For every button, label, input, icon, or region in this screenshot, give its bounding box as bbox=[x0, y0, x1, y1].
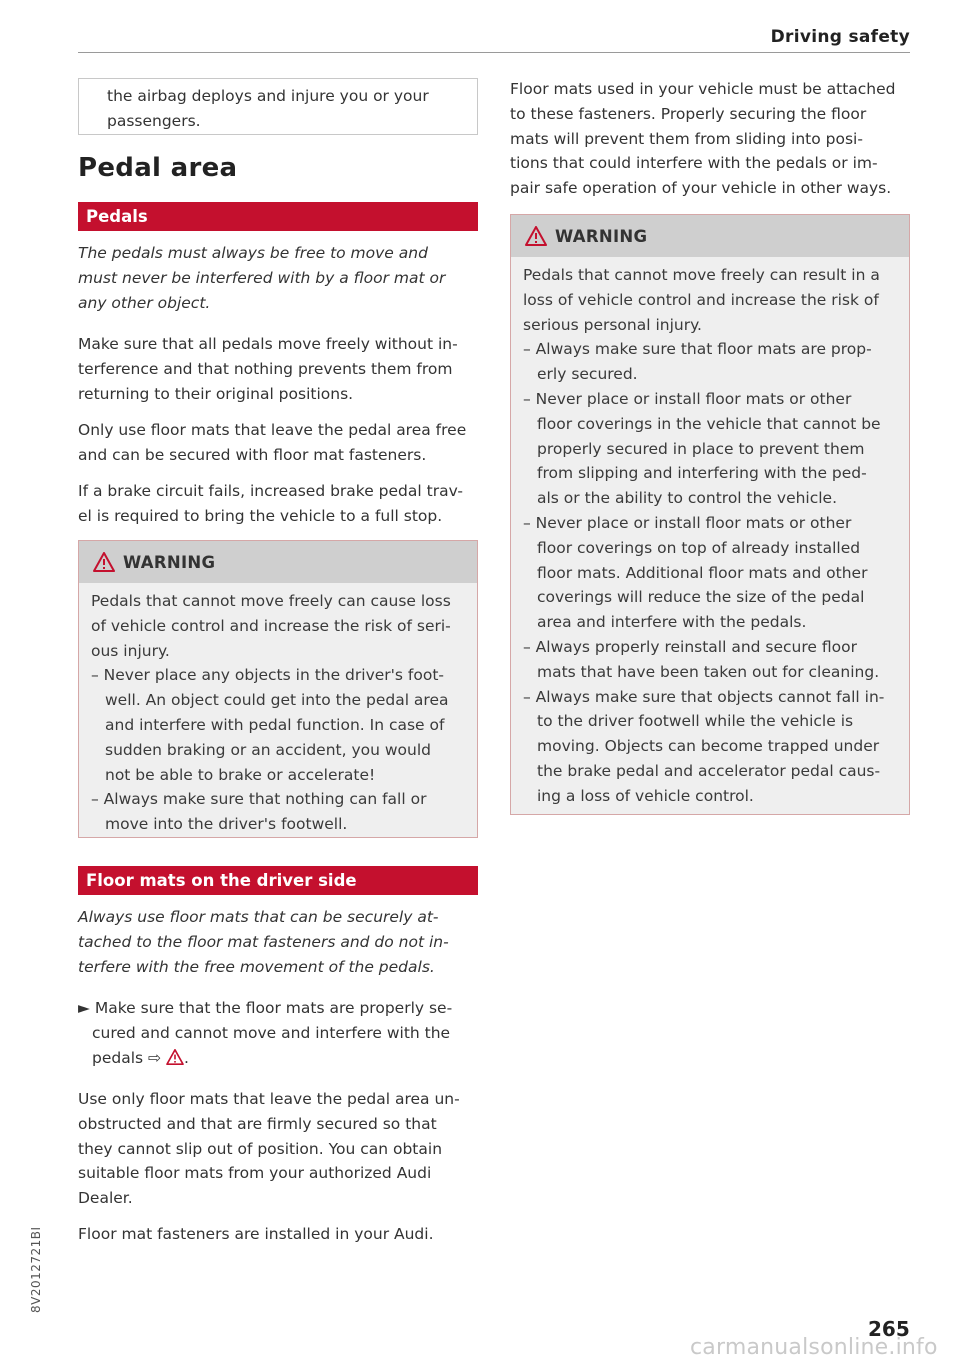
text-line: loss of vehicle control and increase the risk of bbox=[523, 290, 879, 309]
text-line: – Always properly reinstall and secure floor bbox=[523, 637, 857, 656]
warning-triangle-icon bbox=[525, 226, 547, 246]
warning-body bbox=[79, 583, 477, 845]
floor-mats-paragraph bbox=[78, 1087, 488, 1211]
pedals-paragraph bbox=[78, 332, 478, 406]
warning-title: WARNING bbox=[555, 226, 648, 246]
subsection-bar-floor-mats: Floor mats on the driver side bbox=[78, 866, 478, 895]
text-line: Always use floor mats that can be securely at- bbox=[78, 908, 439, 926]
text-line: erly secured. bbox=[537, 365, 638, 384]
pedals-paragraph bbox=[78, 479, 488, 529]
text-line: mats that have been taken out for cleaning. bbox=[537, 662, 880, 681]
pedals-intro bbox=[78, 241, 478, 315]
text-line: serious personal injury. bbox=[523, 315, 702, 334]
subsection-bar-pedals: Pedals bbox=[78, 202, 478, 231]
text-line: terfere with the free movement of the pedals. bbox=[78, 957, 435, 976]
period: . bbox=[183, 1048, 189, 1067]
text-line: – Always make sure that nothing can fall or bbox=[91, 790, 427, 809]
text-line: moving. Objects can become trapped under bbox=[537, 737, 880, 756]
text-line: The pedals must always be free to move and bbox=[78, 244, 428, 262]
text-line: coverings will reduce the size of the pedal bbox=[537, 588, 865, 607]
text-line: ous injury. bbox=[91, 641, 170, 660]
note-line: passengers. bbox=[107, 111, 201, 130]
document-code-text: 8V2012721BI bbox=[29, 1226, 43, 1313]
text-line: – Always make sure that floor mats are prop- bbox=[523, 340, 872, 359]
text-line: well. An object could get into the pedal area bbox=[105, 691, 449, 710]
text-line: area and interfere with the pedals. bbox=[537, 613, 807, 632]
document-code bbox=[27, 1205, 47, 1315]
text-line: the brake pedal and accelerator pedal caus- bbox=[537, 761, 881, 780]
footer-watermark: carmanualsonline.info bbox=[690, 1335, 938, 1360]
text-line: If a brake circuit fails, increased brake pedal trav- bbox=[78, 482, 463, 500]
text-line: move into the driver's footwell. bbox=[105, 815, 348, 834]
text-line: and can be secured with floor mat fasteners. bbox=[78, 445, 427, 464]
warning-box-pedals bbox=[78, 540, 478, 838]
text-line: and interfere with pedal function. In case of bbox=[105, 715, 445, 734]
text-line: of vehicle control and increase the risk of seri- bbox=[91, 616, 451, 635]
text-line: Use only floor mats that leave the pedal area un- bbox=[78, 1090, 460, 1108]
warning-body bbox=[511, 257, 909, 817]
floor-mats-paragraph bbox=[78, 1222, 488, 1247]
text-line: returning to their original positions. bbox=[78, 384, 354, 403]
text-line: Only use floor mats that leave the pedal area free bbox=[78, 421, 467, 439]
warning-box-floor-mats bbox=[510, 214, 910, 815]
text-line: to these fasteners. Properly securing the floor bbox=[510, 104, 867, 123]
warning-list-item bbox=[523, 685, 897, 809]
text-line: from slipping and interfering with the ped- bbox=[537, 464, 867, 483]
text-line: Make sure that all pedals move freely without in- bbox=[78, 335, 458, 353]
instruction-text: pedals ⇨ bbox=[92, 1048, 162, 1067]
continued-note-box bbox=[78, 78, 478, 135]
warning-list-item bbox=[523, 635, 897, 685]
text-line: must never be interfered with by a floor mat or bbox=[78, 268, 446, 287]
warning-title: WARNING bbox=[123, 552, 216, 572]
text-line: cured and cannot move and interfere with the bbox=[92, 1023, 451, 1042]
page-number: 265 bbox=[868, 1317, 910, 1341]
text-line: Floor mats used in your vehicle must be attached bbox=[510, 80, 896, 98]
text-line: tions that could interfere with the pedals or im- bbox=[510, 154, 878, 173]
text-line: mats will prevent them from sliding into posi- bbox=[510, 129, 863, 148]
text-line: Pedals that cannot move freely can cause loss bbox=[91, 592, 451, 610]
floor-mats-intro bbox=[78, 905, 478, 979]
text-line: Pedals that cannot move freely can result in a bbox=[523, 266, 880, 284]
text-line: – Never place or install floor mats or other bbox=[523, 513, 852, 532]
text-line: als or the ability to control the vehicle. bbox=[537, 489, 838, 508]
text-line: any other object. bbox=[78, 293, 211, 312]
running-header: Driving safety bbox=[770, 27, 910, 47]
text-line: Dealer. bbox=[78, 1189, 133, 1208]
text-line: terference and that nothing prevents them from bbox=[78, 359, 453, 378]
note-line: the airbag deploys and injure you or your bbox=[107, 87, 429, 105]
pedals-paragraph bbox=[78, 418, 488, 468]
text-line bbox=[78, 1046, 478, 1071]
text-line: suitable floor mats from your authorized Audi bbox=[78, 1164, 432, 1183]
text-line: Floor mat fasteners are installed in your Audi. bbox=[78, 1225, 434, 1243]
header-divider bbox=[78, 52, 910, 53]
text-line: sudden braking or an accident, you would bbox=[105, 740, 431, 759]
warning-list-item bbox=[91, 663, 465, 787]
warning-header bbox=[79, 541, 477, 583]
text-line: to the driver footwell while the vehicle is bbox=[537, 712, 854, 731]
warning-list-item bbox=[523, 511, 897, 635]
text-line: not be able to brake or accelerate! bbox=[105, 765, 376, 784]
text-line: el is required to bring the vehicle to a full stop. bbox=[78, 506, 443, 525]
text-line: ing a loss of vehicle control. bbox=[537, 786, 754, 805]
right-intro bbox=[510, 77, 920, 201]
text-line: tached to the floor mat fasteners and do not in- bbox=[78, 932, 449, 951]
text-line: – Never place or install floor mats or other bbox=[523, 389, 852, 408]
text-line: pair safe operation of your vehicle in other ways. bbox=[510, 179, 892, 198]
text-line: floor mats. Additional floor mats and other bbox=[537, 563, 868, 582]
text-line: floor coverings in the vehicle that cannot be bbox=[537, 414, 881, 433]
warning-list-item bbox=[91, 787, 465, 837]
text-line: – Never place any objects in the driver's foot- bbox=[91, 666, 445, 685]
text-line: they cannot slip out of position. You can obtain bbox=[78, 1139, 443, 1158]
floor-mats-instruction bbox=[78, 996, 478, 1070]
text-line: ► Make sure that the floor mats are properly se- bbox=[78, 999, 453, 1017]
warning-header bbox=[511, 215, 909, 257]
text-line: properly secured in place to prevent them bbox=[537, 439, 865, 458]
warning-list-item bbox=[523, 387, 897, 511]
warning-triangle-icon bbox=[93, 552, 115, 572]
section-title: Pedal area bbox=[78, 153, 238, 183]
warning-list-item bbox=[523, 337, 897, 387]
warning-reference-icon[interactable] bbox=[166, 1049, 184, 1065]
text-line: – Always make sure that objects cannot fall in- bbox=[523, 687, 885, 706]
text-line: obstructed and that are firmly secured so that bbox=[78, 1114, 437, 1133]
text-line: floor coverings on top of already installed bbox=[537, 538, 861, 557]
